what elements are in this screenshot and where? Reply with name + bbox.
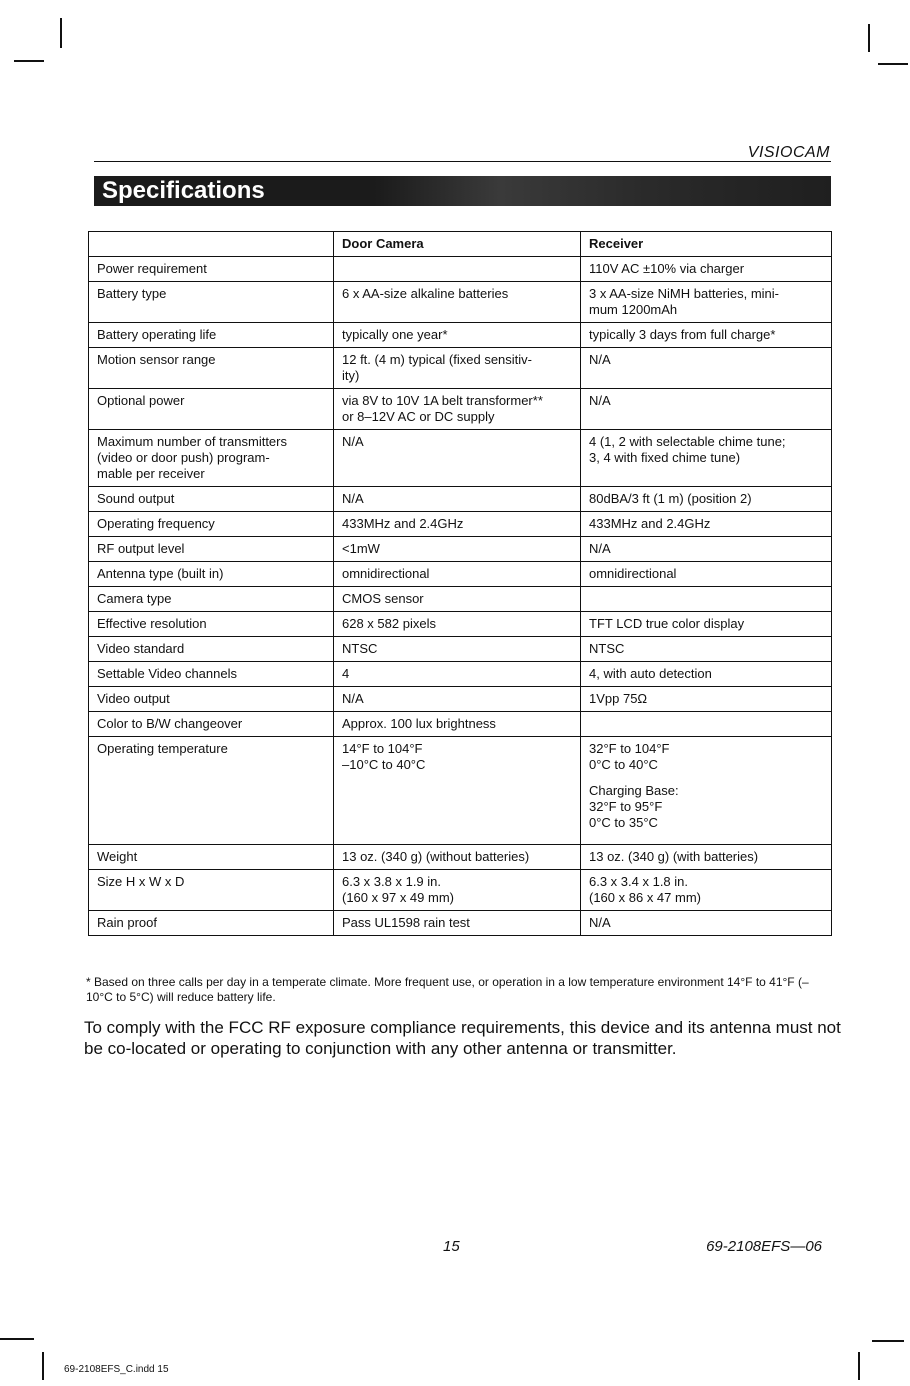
cell-text: 6 x AA-size alkaline batteries	[342, 286, 509, 301]
cell-text: NTSC	[589, 641, 625, 656]
footnote: * Based on three calls per day in a temperate climate. More frequent use, or operation in a low temperature environment 14°F to 41°F (–10°C to 5°C) will reduce battery life.	[86, 975, 809, 1004]
receiver-cell	[581, 587, 832, 612]
crop-mark	[60, 18, 62, 48]
cell-text: <1mW	[342, 541, 380, 556]
door-camera-cell	[334, 587, 581, 612]
receiver-cell	[581, 687, 832, 712]
receiver-cell	[581, 562, 832, 587]
cell-text: N/A	[342, 491, 364, 506]
cell-text: Settable Video channels	[97, 666, 237, 681]
cell-text: (160 x 97 x 49 mm)	[342, 890, 454, 905]
receiver-cell	[581, 389, 832, 430]
cell-text: N/A	[589, 915, 611, 930]
column-header: Door Camera	[334, 232, 581, 257]
table-row	[89, 323, 832, 348]
table-row	[89, 712, 832, 737]
cell-text: 4 (1, 2 with selectable chime tune;	[589, 434, 786, 449]
receiver-cell	[581, 662, 832, 687]
cell-text: Operating frequency	[97, 516, 215, 531]
spec-label-cell	[89, 911, 334, 936]
cell-text: 628 x 582 pixels	[342, 616, 436, 631]
cell-text: ity)	[342, 368, 360, 383]
table-header-row	[89, 232, 832, 257]
cell-text: omnidirectional	[589, 566, 677, 581]
door-camera-cell	[334, 845, 581, 870]
table-row	[89, 537, 832, 562]
spec-label-cell	[89, 257, 334, 282]
cell-text: Antenna type (built in)	[97, 566, 224, 581]
cell-text: 6.3 x 3.8 x 1.9 in.	[342, 874, 442, 889]
door-camera-cell	[334, 323, 581, 348]
table-row	[89, 687, 832, 712]
cell-text: Charging Base:	[589, 783, 679, 798]
cell-text: N/A	[589, 352, 611, 367]
column-header	[89, 232, 334, 257]
receiver-cell	[581, 323, 832, 348]
receiver-cell	[581, 737, 832, 845]
cell-text: via 8V to 10V 1A belt transformer**	[342, 393, 543, 408]
cell-text: 110V AC ±10% via charger	[589, 261, 745, 276]
cell-text: Size H x W x D	[97, 874, 185, 889]
cell-text: 6.3 x 3.4 x 1.8 in.	[589, 874, 689, 889]
door-camera-cell	[334, 487, 581, 512]
cell-text: Sound output	[97, 491, 175, 506]
cell-text: 4	[342, 666, 350, 681]
cell-text: 32°F to 95°F	[589, 799, 663, 814]
receiver-cell	[581, 348, 832, 389]
cell-text: 4, with auto detection	[589, 666, 712, 681]
door-camera-cell	[334, 712, 581, 737]
cell-text: (160 x 86 x 47 mm)	[589, 890, 701, 905]
cell-text: Rain proof	[97, 915, 157, 930]
cell-text: or 8–12V AC or DC supply	[342, 409, 495, 424]
spec-label-cell	[89, 282, 334, 323]
table-row	[89, 512, 832, 537]
spec-label-cell	[89, 587, 334, 612]
spec-label-cell	[89, 562, 334, 587]
cell-text: mable per receiver	[97, 466, 205, 481]
receiver-cell	[581, 845, 832, 870]
cell-text: N/A	[342, 691, 364, 706]
crop-mark	[872, 1340, 904, 1342]
door-camera-cell	[334, 257, 581, 282]
receiver-cell	[581, 282, 832, 323]
table-row	[89, 737, 832, 845]
table-row	[89, 430, 832, 487]
cell-text: N/A	[589, 541, 611, 556]
cell-text: 14°F to 104°F	[342, 741, 423, 756]
receiver-cell	[581, 870, 832, 911]
table-row	[89, 612, 832, 637]
cell-text: Color to B/W changeover	[97, 716, 243, 731]
cell-text: Optional power	[97, 393, 185, 408]
cell-text: 0°C to 40°C	[589, 757, 658, 772]
section-title-bar	[94, 176, 831, 206]
spec-label-cell	[89, 662, 334, 687]
cell-text: N/A	[342, 434, 364, 449]
cell-text: CMOS sensor	[342, 591, 424, 606]
cell-text: 13 oz. (340 g) (without batteries)	[342, 849, 530, 864]
document-code: 69-2108EFS—06	[706, 1238, 822, 1255]
table-row	[89, 637, 832, 662]
receiver-cell	[581, 430, 832, 487]
cell-text: Operating temperature	[97, 741, 228, 756]
spec-label-cell	[89, 845, 334, 870]
table-row	[89, 911, 832, 936]
table-row	[89, 845, 832, 870]
receiver-cell	[581, 487, 832, 512]
receiver-cell	[581, 612, 832, 637]
cell-text: 3 x AA-size NiMH batteries, mini-	[589, 286, 779, 301]
brand-name: VISIOCAM	[747, 144, 830, 161]
crop-mark	[14, 60, 44, 62]
door-camera-cell	[334, 637, 581, 662]
cell-text: NTSC	[342, 641, 378, 656]
cell-text: Battery type	[97, 286, 167, 301]
door-camera-cell	[334, 662, 581, 687]
spec-label-cell	[89, 323, 334, 348]
table-row	[89, 870, 832, 911]
door-camera-cell	[334, 389, 581, 430]
column-header: Receiver	[581, 232, 832, 257]
cell-text: Approx. 100 lux brightness	[342, 716, 496, 731]
door-camera-cell	[334, 562, 581, 587]
cell-text: RF output level	[97, 541, 185, 556]
spec-label-cell	[89, 737, 334, 845]
cell-text: 32°F to 104°F	[589, 741, 670, 756]
door-camera-cell	[334, 687, 581, 712]
cell-text: typically one year*	[342, 327, 448, 342]
table-row	[89, 389, 832, 430]
cell-text: Camera type	[97, 591, 172, 606]
receiver-cell	[581, 712, 832, 737]
spec-label-cell	[89, 687, 334, 712]
crop-mark	[878, 63, 908, 65]
spec-label-cell	[89, 712, 334, 737]
table-row	[89, 348, 832, 389]
door-camera-cell	[334, 282, 581, 323]
cell-text: 1Vpp 75Ω	[589, 691, 648, 706]
file-slug: 69-2108EFS_C.indd 15	[64, 1364, 169, 1375]
cell-text	[589, 773, 823, 783]
cell-text: 12 ft. (4 m) typical (fixed sensitiv-	[342, 352, 532, 367]
page-number: 15	[443, 1238, 460, 1255]
cell-text: 0°C to 35°C	[589, 815, 658, 830]
cell-text: 80dBA/3 ft (1 m) (position 2)	[589, 491, 752, 506]
cell-text: 3, 4 with fixed chime tune)	[589, 450, 741, 465]
cell-text: –10°C to 40°C	[342, 757, 426, 772]
cell-text: N/A	[589, 393, 611, 408]
cell-text: omnidirectional	[342, 566, 430, 581]
crop-mark	[858, 1352, 860, 1380]
crop-mark	[42, 1352, 44, 1380]
receiver-cell	[581, 911, 832, 936]
door-camera-cell	[334, 911, 581, 936]
cell-text: Maximum number of transmitters	[97, 434, 287, 449]
door-camera-cell	[334, 430, 581, 487]
cell-text: Weight	[97, 849, 138, 864]
door-camera-cell	[334, 512, 581, 537]
fcc-notice: To comply with the FCC RF exposure compliance requirements, this device and its antenna must not be co-located or operating to conjunction with any other antenna or transmitter.	[84, 1018, 841, 1058]
door-camera-cell	[334, 537, 581, 562]
cell-text: 433MHz and 2.4GHz	[589, 516, 711, 531]
receiver-cell	[581, 637, 832, 662]
crop-mark	[868, 24, 870, 52]
spec-label-cell	[89, 389, 334, 430]
receiver-cell	[581, 537, 832, 562]
table-row	[89, 487, 832, 512]
spec-label-cell	[89, 870, 334, 911]
cell-text: 433MHz and 2.4GHz	[342, 516, 464, 531]
cell-text: typically 3 days from full charge*	[589, 327, 776, 342]
cell-text: TFT LCD true color display	[589, 616, 745, 631]
header-rule	[94, 161, 831, 162]
table-row	[89, 662, 832, 687]
receiver-cell	[581, 512, 832, 537]
spec-label-cell	[89, 512, 334, 537]
table-row	[89, 562, 832, 587]
spec-label-cell	[89, 637, 334, 662]
cell-text: Battery operating life	[97, 327, 217, 342]
table-row	[89, 587, 832, 612]
specifications-table	[88, 231, 832, 936]
cell-text: Motion sensor range	[97, 352, 216, 367]
section-title: Specifications	[102, 177, 265, 204]
cell-text: Video output	[97, 691, 170, 706]
cell-text: mum 1200mAh	[589, 302, 678, 317]
receiver-cell	[581, 257, 832, 282]
spec-label-cell	[89, 487, 334, 512]
spec-label-cell	[89, 537, 334, 562]
spec-label-cell	[89, 612, 334, 637]
door-camera-cell	[334, 612, 581, 637]
cell-text: Video standard	[97, 641, 185, 656]
cell-text: Power requirement	[97, 261, 207, 276]
cell-text: (video or door push) program-	[97, 450, 270, 465]
door-camera-cell	[334, 737, 581, 845]
spec-label-cell	[89, 430, 334, 487]
cell-text: Effective resolution	[97, 616, 207, 631]
door-camera-cell	[334, 870, 581, 911]
cell-text: 13 oz. (340 g) (with batteries)	[589, 849, 759, 864]
door-camera-cell	[334, 348, 581, 389]
spec-label-cell	[89, 348, 334, 389]
cell-text: Pass UL1598 rain test	[342, 915, 470, 930]
table-row	[89, 257, 832, 282]
crop-mark	[0, 1338, 34, 1340]
table-row	[89, 282, 832, 323]
